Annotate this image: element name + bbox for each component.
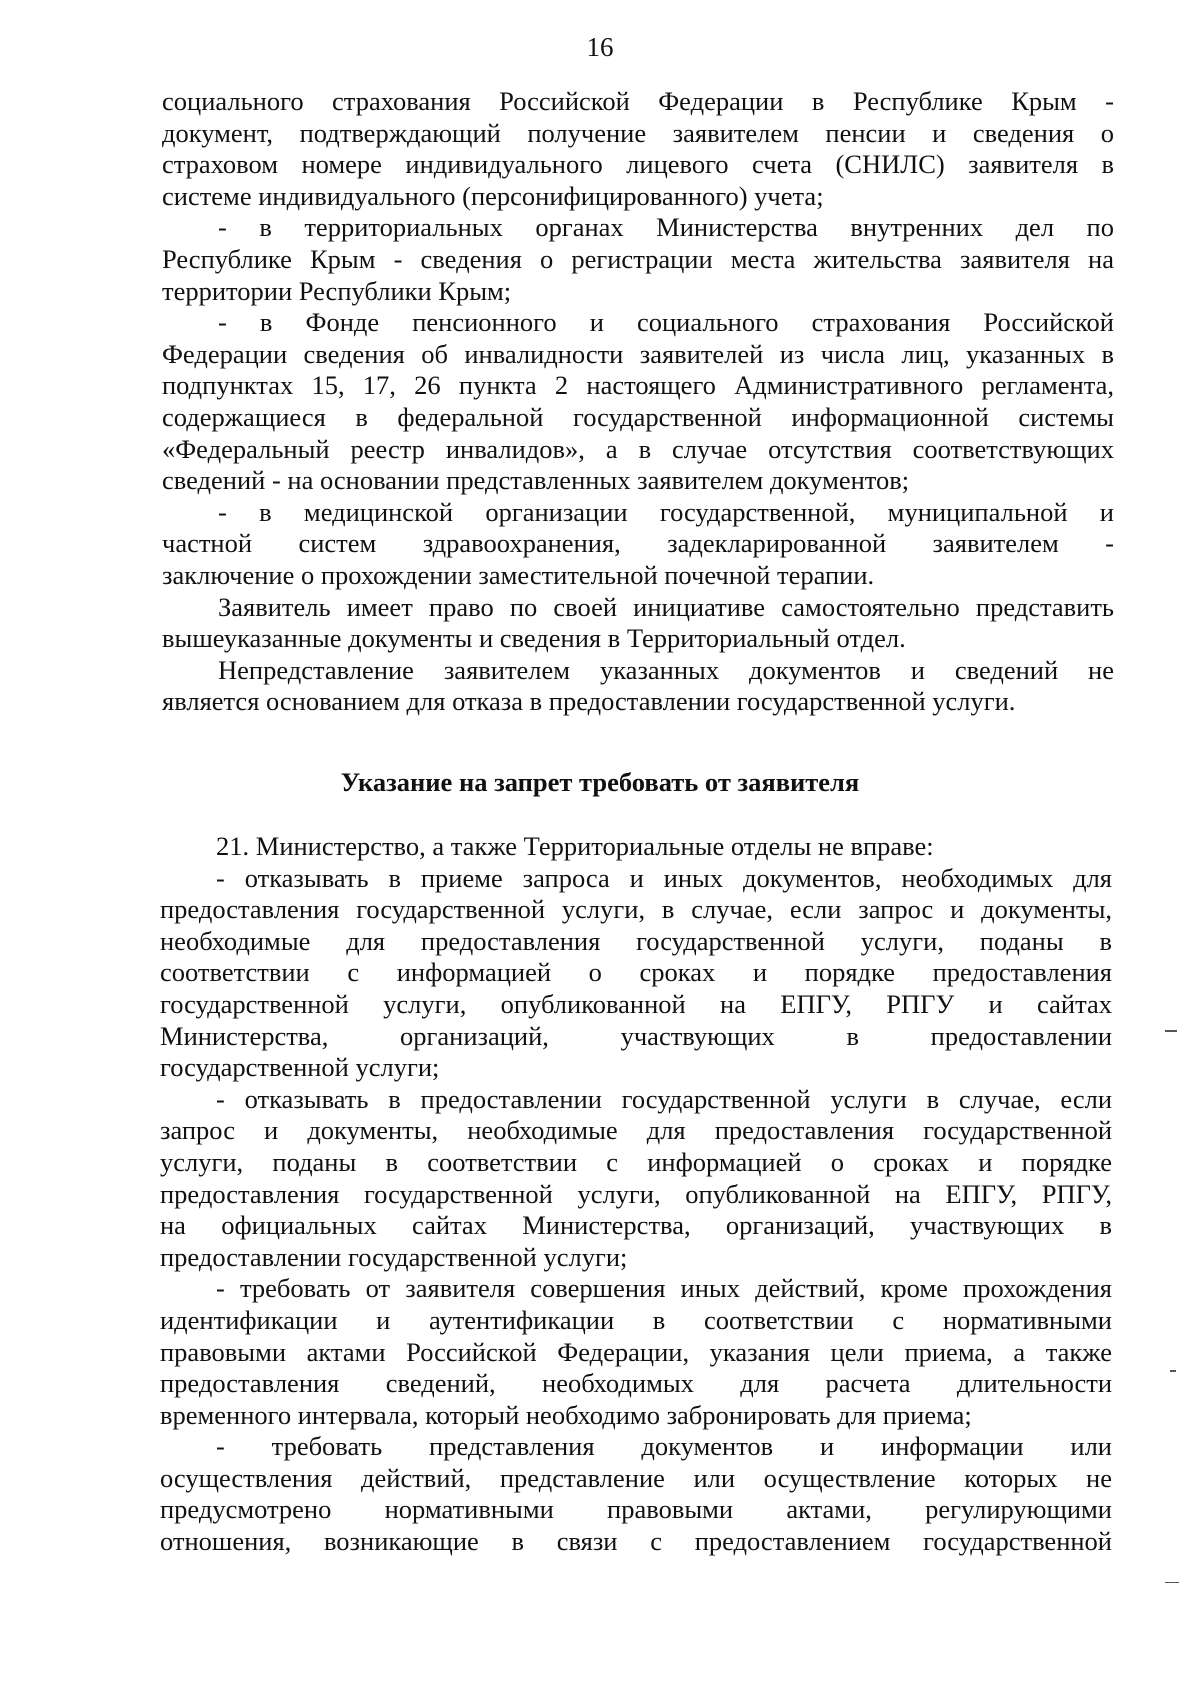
text-line: 21. Министерство, а также Территориальные отделы не вправе: <box>216 831 934 861</box>
text-line: подпунктах 15, 17, 26 пункта 2 настоящего Административного регламента, <box>162 370 1114 401</box>
text-line: запрос и документы, необходимые для предоставления государственной <box>160 1115 1112 1146</box>
text-line: частной систем здравоохранения, задекларированной заявителем - <box>162 528 1114 559</box>
text-line: осуществления действий, представление или осуществление которых не <box>160 1462 1112 1493</box>
text-line: - требовать от заявителя совершения иных действий, кроме прохождения <box>216 1273 1112 1304</box>
text-line: на официальных сайтах Министерства, организаций, участвующих в <box>160 1210 1112 1241</box>
text-line: предоставления государственной услуги, в случае, если запрос и документы, <box>160 894 1112 925</box>
text-line: необходимые для предоставления государственной услуги, поданы в <box>160 925 1112 956</box>
body-text-block-2 <box>160 831 1112 1558</box>
text-line: услуги, поданы в соответствии с информацией о сроках и порядке <box>160 1146 1112 1177</box>
text-line: Министерства, организаций, участвующих в предоставлении <box>160 1020 1112 1051</box>
text-line: социального страхования Российской Федерации в Республике Крым - <box>162 86 1114 116</box>
text-line: территории Республики Крым; <box>162 275 512 306</box>
scan-artifact-mark <box>1165 1030 1177 1032</box>
text-line: страховом номере индивидуального лицевого счета (СНИЛС) заявителя в <box>162 149 1114 180</box>
text-line: заключение о прохождении заместительной почечной терапии. <box>162 559 875 590</box>
text-line: - в территориальных органах Министерства внутренних дел по <box>218 212 1114 243</box>
text-line: - в Фонде пенсионного и социального страхования Российской <box>218 307 1114 338</box>
text-line: является основанием для отказа в предоставлении государственной услуги. <box>162 686 1016 717</box>
text-line: системе индивидуального (персонифицированного) учета; <box>162 180 824 211</box>
text-line: предоставлении государственной услуги; <box>160 1241 628 1272</box>
text-line: предоставления государственной услуги, опубликованной на ЕПГУ, РПГУ, <box>160 1178 1112 1209</box>
text-line: сведений - на основании представленных заявителем документов; <box>162 465 910 496</box>
text-line: правовыми актами Российской Федерации, указания цели приема, а также <box>160 1336 1112 1367</box>
text-line: - отказывать в предоставлении государственной услуги в случае, если <box>216 1083 1112 1114</box>
text-line: Непредставление заявителем указанных документов и сведений не <box>218 654 1114 685</box>
page-number: 16 <box>586 32 614 62</box>
scan-artifact-mark <box>1170 1370 1176 1372</box>
text-line: временного интервала, который необходимо забронировать для приема; <box>160 1399 972 1430</box>
section-heading: Указание на запрет требовать от заявителя <box>340 767 860 797</box>
scan-artifact-mark <box>1165 1582 1179 1583</box>
text-line: Республике Крым - сведения о регистрации места жительства заявителя на <box>162 243 1114 274</box>
text-line: содержащиеся в федеральной государственной информационной системы <box>162 401 1114 432</box>
text-line: документ, подтверждающий получение заявителем пенсии и сведения о <box>162 117 1114 148</box>
text-line: государственной услуги; <box>160 1052 440 1083</box>
text-line: соответствии с информацией о сроках и порядке предоставления <box>160 957 1112 988</box>
text-line: - в медицинской организации государственной, муниципальной и <box>218 496 1114 527</box>
text-line: Заявитель имеет право по своей инициативе самостоятельно представить <box>218 591 1114 622</box>
text-line: государственной услуги, опубликованной на ЕПГУ, РПГУ и сайтах <box>160 988 1112 1019</box>
text-line: Федерации сведения об инвалидности заявителей из числа лиц, указанных в <box>162 338 1114 369</box>
text-line: идентификации и аутентификации в соответствии с нормативными <box>160 1304 1112 1335</box>
text-line: «Федеральный реестр инвалидов», а в случае отсутствия соответствующих <box>162 433 1114 464</box>
text-line: отношения, возникающие в связи с предоставлением государственной <box>160 1526 1112 1557</box>
text-line: - требовать представления документов и информации или <box>216 1431 1112 1462</box>
text-line: предусмотрено нормативными правовыми актами, регулирующими <box>160 1494 1112 1525</box>
text-line: предоставления сведений, необходимых для расчета длительности <box>160 1368 1112 1399</box>
text-line: - отказывать в приеме запроса и иных документов, необходимых для <box>216 862 1112 893</box>
text-line: вышеуказанные документы и сведения в Территориальный отдел. <box>162 623 906 654</box>
body-text-block-1 <box>162 86 1114 718</box>
